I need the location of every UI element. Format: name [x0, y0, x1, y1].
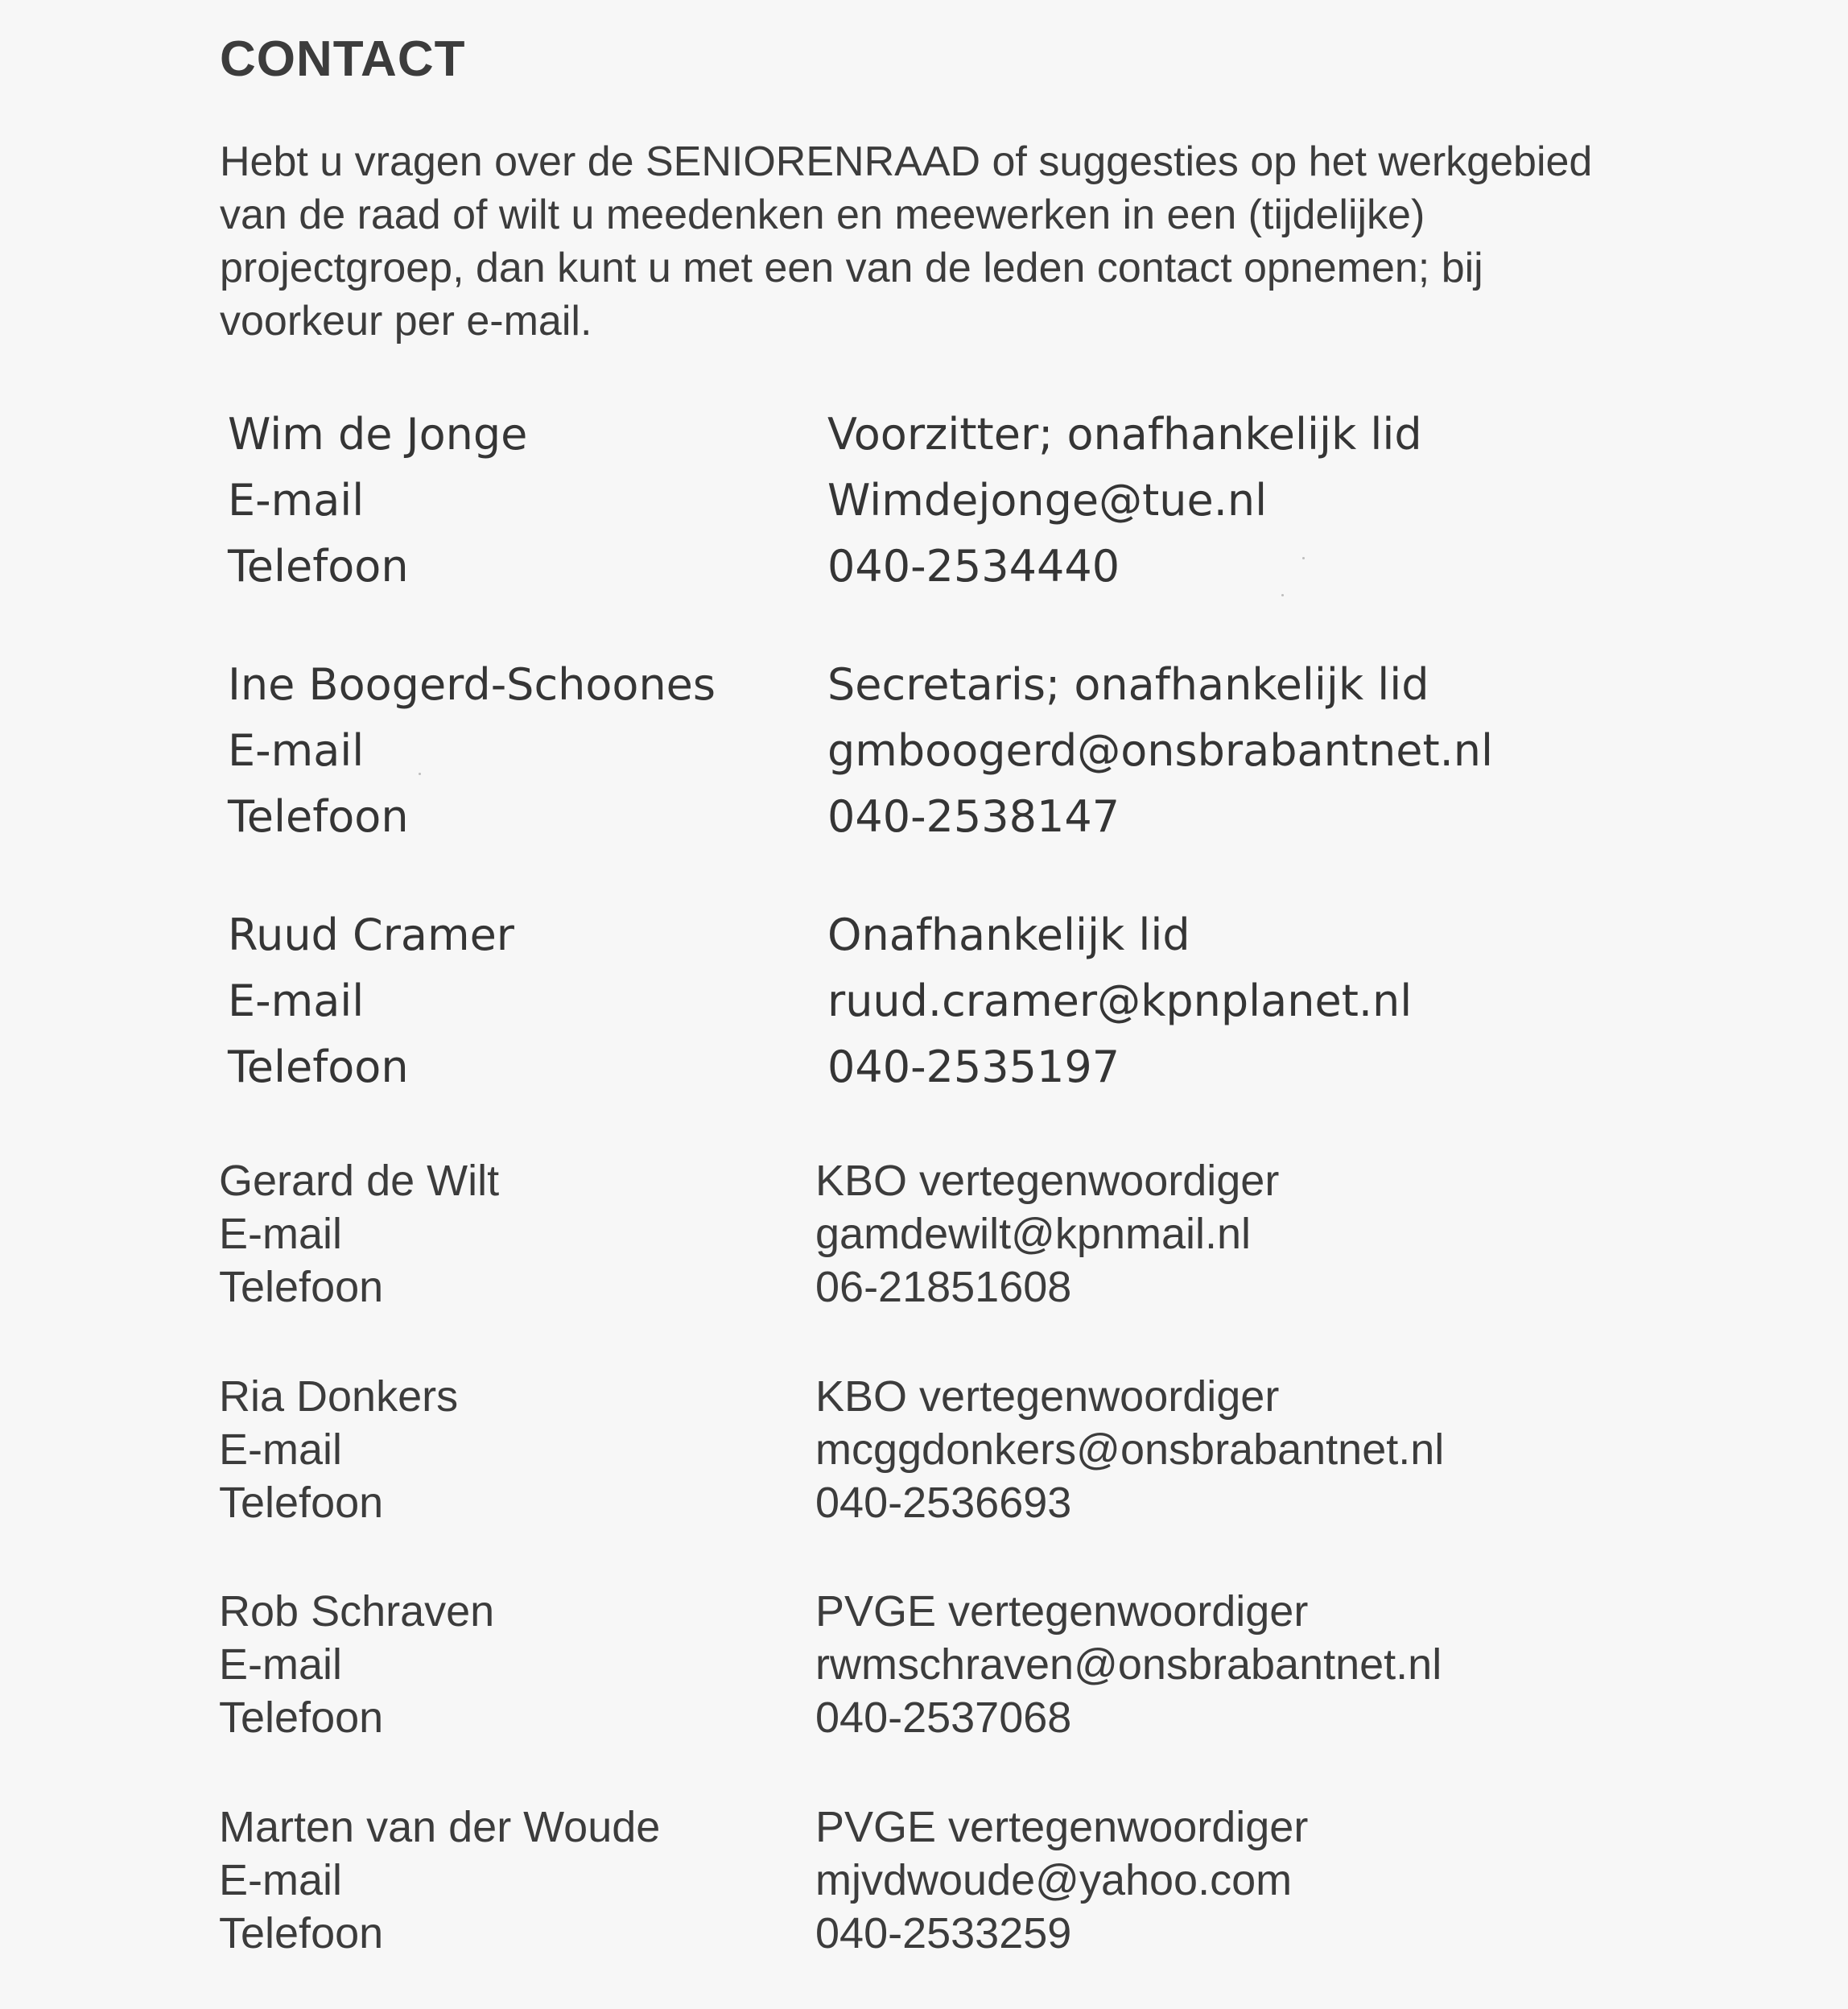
phone-label: Telefoon [228, 791, 409, 842]
contact-phone: 040-2535197 [827, 1042, 1120, 1092]
contact-name: Wim de Jonge [228, 409, 528, 460]
scan-speck [419, 773, 421, 775]
email-label: E-mail [219, 1425, 343, 1474]
page-title: CONTACT [220, 31, 466, 87]
contact-phone: 040-2533259 [815, 1909, 1072, 1957]
contact-phone: 040-2538147 [827, 791, 1120, 842]
phone-label: Telefoon [228, 541, 409, 592]
contact-email: mjvdwoude@yahoo.com [815, 1856, 1293, 1904]
contact-role: KBO vertegenwoordiger [815, 1157, 1280, 1205]
email-label: E-mail [228, 475, 365, 526]
contact-role: PVGE vertegenwoordiger [815, 1587, 1309, 1636]
contact-phone: 040-2536693 [815, 1479, 1072, 1527]
intro-line: voorkeur per e-mail. [220, 298, 592, 344]
intro-line: projectgroep, dan kunt u met een van de leden contact opnemen; bij [220, 245, 1483, 291]
email-label: E-mail [219, 1856, 343, 1904]
contact-name: Ine Boogerd-Schoones [228, 659, 716, 710]
contact-name: Marten van der Woude [219, 1803, 661, 1851]
contact-email: gmboogerd@onsbrabantnet.nl [827, 725, 1494, 776]
contact-email: mcggdonkers@onsbrabantnet.nl [815, 1425, 1445, 1474]
email-label: E-mail [219, 1640, 343, 1689]
email-label: E-mail [228, 725, 365, 776]
contact-phone: 040-2534440 [827, 541, 1120, 592]
contact-role: PVGE vertegenwoordiger [815, 1803, 1309, 1851]
email-label: E-mail [228, 976, 365, 1026]
contact-name: Ruud Cramer [228, 910, 515, 960]
intro-paragraph [220, 135, 1813, 348]
contact-phone: 040-2537068 [815, 1693, 1072, 1742]
contact-email: rwmschraven@onsbrabantnet.nl [815, 1640, 1442, 1689]
scan-speck [1302, 557, 1305, 559]
intro-line: Hebt u vragen over de SENIORENRAAD of suggesties op het werkgebied [220, 138, 1593, 185]
intro-line: van de raad of wilt u meedenken en meewerken in een (tijdelijke) [220, 192, 1425, 238]
contact-email: ruud.cramer@kpnplanet.nl [827, 976, 1413, 1026]
email-label: E-mail [219, 1210, 343, 1258]
phone-label: Telefoon [219, 1479, 384, 1527]
contact-role: Secretaris; onafhankelijk lid [827, 659, 1429, 710]
contact-name: Gerard de Wilt [219, 1157, 500, 1205]
phone-label: Telefoon [219, 1693, 384, 1742]
phone-label: Telefoon [219, 1263, 384, 1311]
phone-label: Telefoon [219, 1909, 384, 1957]
scan-speck [1281, 594, 1284, 596]
contact-role: Voorzitter; onafhankelijk lid [827, 409, 1422, 460]
contact-role: KBO vertegenwoordiger [815, 1372, 1280, 1421]
contact-email: gamdewilt@kpnmail.nl [815, 1210, 1252, 1258]
phone-label: Telefoon [228, 1042, 409, 1092]
contact-name: Ria Donkers [219, 1372, 459, 1421]
contact-role: Onafhankelijk lid [827, 910, 1190, 960]
contact-name: Rob Schraven [219, 1587, 495, 1636]
contact-phone: 06-21851608 [815, 1263, 1072, 1311]
contact-email: Wimdejonge@tue.nl [827, 475, 1268, 526]
